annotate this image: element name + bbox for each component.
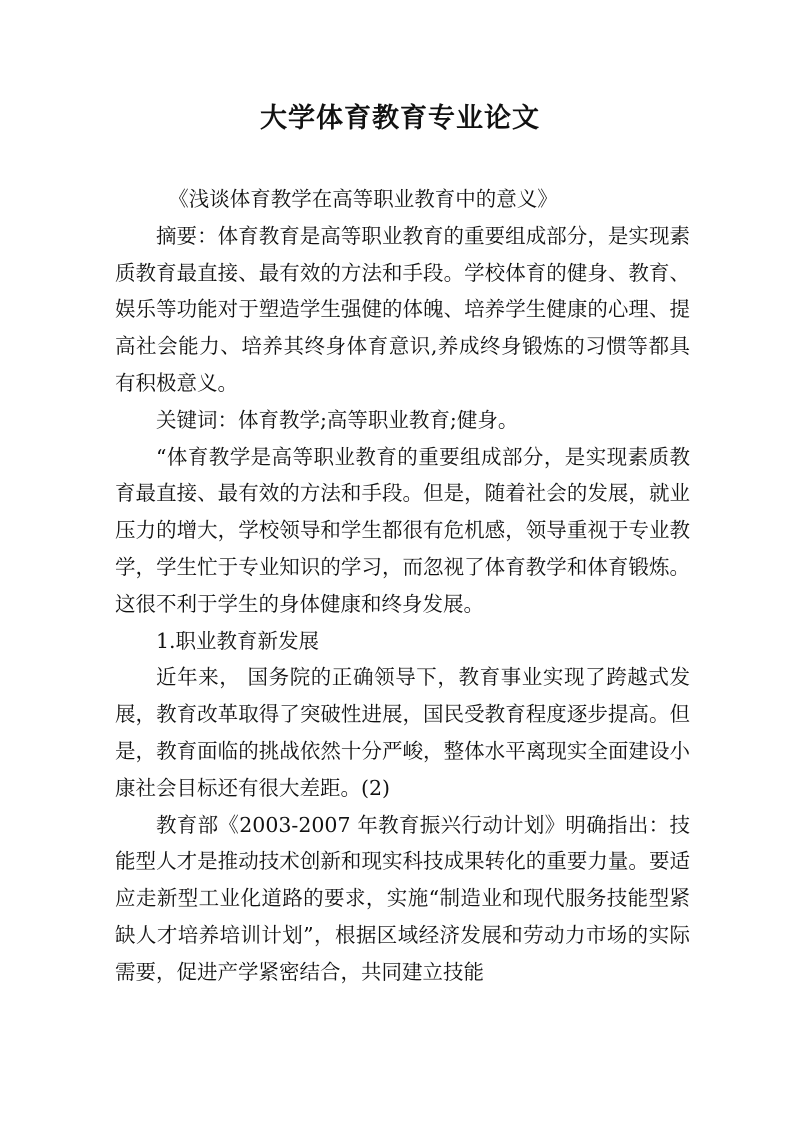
abstract-paragraph: 摘要：体育教育是高等职业教育的重要组成部分，是实现素质教育最直接、最有效的方法和手段。学校体育的健身、教育、娱乐等功能对于塑造学生强健的体魄、培养学生健康的心理、提高社会能力、培养其终身体育意识,养成终身锻炼的习惯等都具有积极意义。	[115, 223, 690, 395]
article-title-paragraph: 《浅谈体育教学在高等职业教育中的意义》	[168, 187, 558, 211]
section-heading: 1.职业教育新发展	[156, 628, 320, 653]
body-paragraph: 近年来， 国务院的正确领导下，教育事业实现了跨越式发展，教育改革取得了突破性进展，国民受教育程度逐步提高。但是，教育面临的挑战依然十分严峻，整体水平离现实全面建设小康社会目标还有很大差距。(2)	[115, 665, 690, 800]
document-title: 大学体育教育专业论文	[260, 103, 540, 134]
document-body	[115, 181, 690, 991]
intro-paragraph: “体育教学是高等职业教育的重要组成部分，是实现素质教育最直接、最有效的方法和手段。但是，随着社会的发展，就业压力的增大，学校领导和学生都很有危机感，领导重视于专业教学，学生忙于专业知识的学习，而忽视了体育教学和体育锻炼。这很不利于学生的身体健康和终身发展。	[115, 444, 690, 616]
body-paragraph: 教育部《2003-2007 年教育振兴行动计划》明确指出：技能型人才是推动技术创新和现实科技成果转化的重要力量。要适应走新型工业化道路的要求，实施“制造业和现代服务技能型紧缺人才培养培训计划”，根据区域经济发展和劳动力市场的实际需要，促进产学紧密结合，共同建立技能	[115, 812, 690, 984]
keywords-paragraph: 关键词：体育教学;高等职业教育;健身。	[156, 407, 519, 432]
